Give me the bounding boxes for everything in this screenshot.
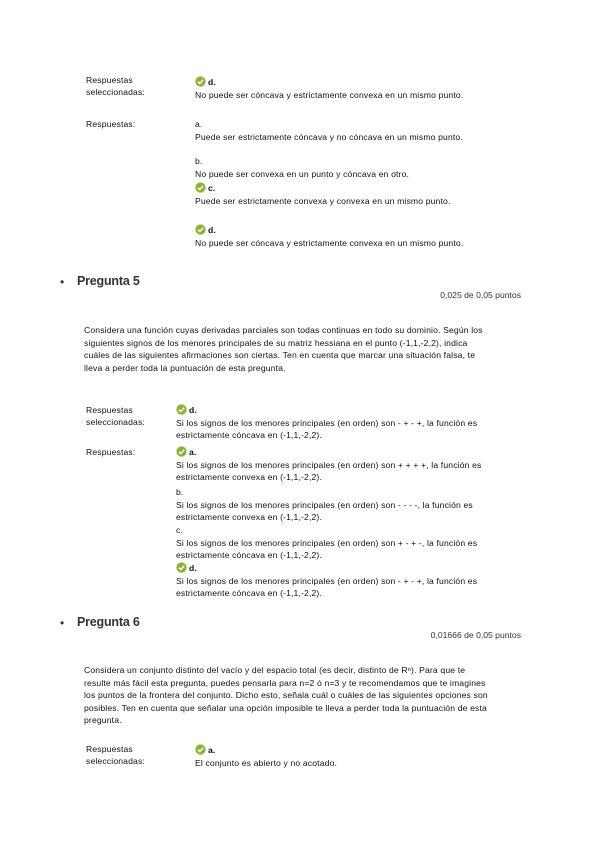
option-letter: a. — [208, 745, 216, 755]
check-icon — [176, 562, 187, 573]
option-letter: d. — [189, 563, 197, 573]
q6-statement: Considera un conjunto distinto del vacío y del espacio total (es decir, distinto de Rⁿ). Para que te resulte más fácil esta pregunta, puedes pensarla para n=2 ó n=3 y te recomendamos que te imagines los puntos de la frontera del conjunto. Dicho esto, señala cuál o cuáles de las siguientes opciones son posibles. Ten en cuenta que señalar una opción imposible te lleva a perder toda la puntuación de esta pregunta. — [84, 665, 488, 726]
option-text: El conjunto es abierto y no acotado. — [195, 757, 338, 768]
option-letter: c. — [176, 525, 183, 535]
q4-selected-option — [195, 76, 485, 101]
q4-answer-option — [195, 224, 485, 249]
q5-answers-label: Respuestas: — [86, 447, 136, 457]
option-text: Si los signos de los menores principales (en orden) son + + + +, la función es estrictamente convexa en (-1,1,-2,2). — [176, 459, 482, 483]
check-icon — [195, 76, 206, 87]
option-letter: a. — [195, 119, 203, 129]
option-letter: d. — [208, 225, 216, 235]
option-text: No puede ser convexa en un punto y cóncava en otro. — [195, 168, 410, 179]
option-text: Si los signos de los menores principales (en orden) son + - + -, la función es estrictamente cóncava en (-1,1,-2,2). — [176, 537, 478, 561]
check-icon — [195, 182, 206, 193]
option-text: Si los signos de los menores principales (en orden) son - + - +, la función es estrictamente cóncava en (-1,1,-2,2). — [176, 417, 478, 441]
q4-answer-option — [195, 182, 485, 207]
option-letter: b. — [176, 487, 184, 497]
q5-answer-option — [176, 524, 486, 562]
q4-selected-label: Respuestas seleccionadas: — [86, 75, 145, 97]
q4-answer-option — [195, 155, 485, 180]
q6-title: Pregunta 6 — [77, 615, 140, 629]
q5-answer-option — [176, 446, 486, 484]
option-text: Puede ser estrictamente cóncava y no cóncava en un mismo punto. — [195, 131, 463, 142]
q5-answer-option — [176, 486, 486, 524]
q6-points: 0,01666 de 0,05 puntos — [430, 630, 521, 640]
option-letter: c. — [208, 183, 216, 193]
q6-selected-option — [195, 744, 485, 769]
option-text: No puede ser cóncava y estrictamente convexa en un mismo punto. — [195, 89, 464, 100]
check-icon — [176, 446, 187, 457]
q6-selected-label: Respuestas seleccionadas: — [86, 744, 145, 766]
q5-title: Pregunta 5 — [77, 274, 140, 288]
check-icon — [176, 404, 187, 415]
option-letter: d. — [189, 405, 197, 415]
q5-statement: Considera una función cuyas derivadas parciales son todas continuas en todo su dominio. Según los siguientes signos de los menores principales de su matriz hessiana en el punto (-1,1,-2,2), indica cuáles de las siguientes afirmaciones son ciertas. Ten en cuenta que marcar una situación falsa, te lleva a perder toda la puntuación de esta pregunta. — [84, 325, 483, 373]
check-icon — [195, 744, 206, 755]
option-text: Si los signos de los menores principales (en orden) son - + - +, la función es estrictamente cóncava en (-1,1,-2,2). — [176, 575, 478, 599]
q5-selected-label: Respuestas seleccionadas: — [86, 405, 145, 427]
q4-answers-label: Respuestas: — [86, 119, 136, 129]
option-text: Si los signos de los menores principales (en orden) son - - - -, la función es estrictamente convexa en (-1,1,-2,2). — [176, 499, 473, 523]
q5-answer-option — [176, 562, 486, 600]
option-letter: a. — [189, 447, 197, 457]
option-text: No puede ser cóncava y estrictamente convexa en un mismo punto. — [195, 237, 464, 248]
q5-points: 0,025 de 0,05 puntos — [440, 290, 521, 300]
question-bullet: • — [60, 616, 65, 630]
option-letter: d. — [208, 77, 216, 87]
q5-selected-option — [176, 404, 486, 442]
option-text: Puede ser estrictamente convexa y convexa en un mismo punto. — [195, 195, 451, 206]
check-icon — [195, 224, 206, 235]
q4-answer-option — [195, 118, 485, 143]
question-bullet: • — [60, 275, 65, 289]
option-letter: b. — [195, 156, 203, 166]
